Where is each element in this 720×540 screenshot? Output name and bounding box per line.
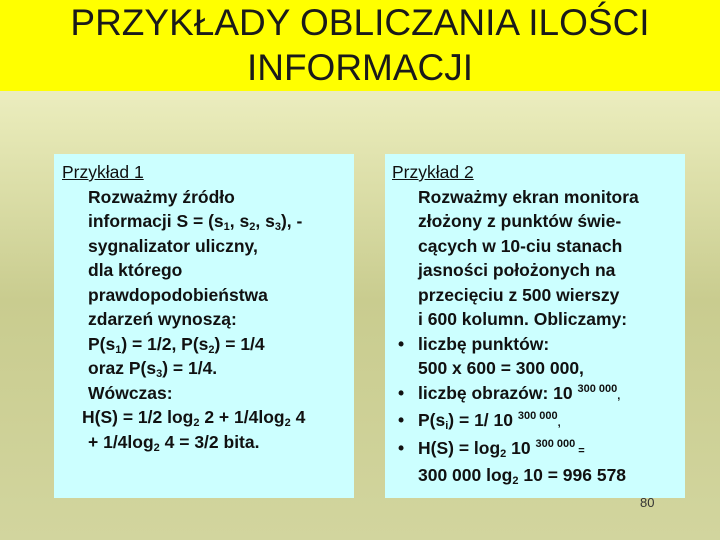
example-2-line: Rozważmy ekran monitora — [418, 186, 639, 207]
example-2-line: i 600 kolumn. Obliczamy: — [418, 309, 628, 329]
example-1-line: H(S) = 1/2 $\log_2 2 + 1/4\log_2$ 4 — [82, 407, 306, 429]
example-1-line: oraz $P(s_3) = 1/4$. — [88, 358, 218, 380]
example-1-line: + $1/4\log_2$ 4 = 3/2 bita. — [88, 431, 260, 454]
example-2-line: złożony z punktów świe- — [418, 211, 622, 231]
example-1-panel — [54, 154, 354, 498]
list-item: • $P(s_i) = 1/$ 10 $^{300 000}$, — [392, 408, 681, 436]
example-1-line: Rozważmy źródło — [88, 186, 235, 207]
example-2-line: jasności położonych na — [418, 260, 616, 280]
example-2-body — [418, 185, 681, 332]
example-1-line: $P(s_1) = 1/2$, $P(s_2) = 1/4$ — [88, 333, 265, 356]
slide-title — [0, 0, 720, 90]
example-2-line: cących w 10-ciu stanach — [418, 235, 623, 256]
page-number: 80 — [640, 495, 655, 510]
example-1-line: informacji $S = (s_1$, $s_2$, $s_3$), - — [88, 211, 303, 233]
example-1-line: zdarzeń wynoszą: — [88, 309, 237, 329]
example-1-line: prawdopodobieństwa — [88, 284, 268, 305]
example-1-heading: Przykład 1 — [62, 162, 144, 182]
list-item: • $H(S) = \log_2 10$ $^{300 000}$ = 300 000 $\log_2 10 = 996$ 578 — [392, 436, 681, 488]
example-1-body — [82, 185, 348, 455]
list-item: • liczbę obrazów: 10 $^{300 000}$, — [392, 381, 681, 409]
example-2-line: przecięciu z 500 wierszy — [418, 284, 620, 305]
list-item: • liczbę punktów: 500 x 600 = 300 000, — [392, 332, 681, 381]
example-2-bullets — [392, 332, 681, 488]
slide-title-line1: PRZYKŁADY OBLICZANIA ILOŚCI — [70, 2, 650, 43]
example-2-heading: Przykład 2 — [392, 162, 474, 182]
example-1-line: sygnalizator uliczny, — [88, 235, 258, 256]
slide-title-line2: INFORMACJI — [246, 47, 474, 88]
example-2-panel — [385, 154, 685, 498]
example-1-line: dla którego — [88, 260, 183, 280]
example-1-line: Wówczas: — [88, 382, 173, 403]
